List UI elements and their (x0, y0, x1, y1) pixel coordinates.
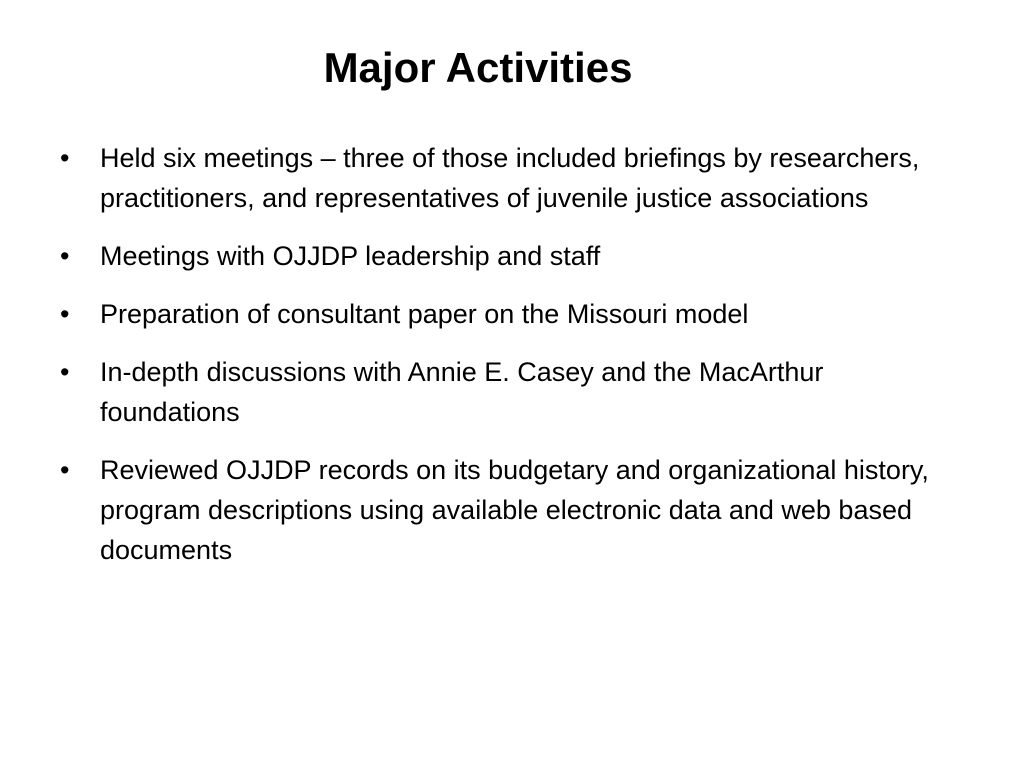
list-item-text: Meetings with OJJDP leadership and staff (100, 241, 601, 271)
list-item (56, 138, 936, 218)
list-item-text: In-depth discussions with Annie E. Casey and the MacArthur foundations (100, 357, 824, 427)
list-item-text: Reviewed OJJDP records on its budgetary and organizational history, program descriptions using available electronic data and web based documents (100, 455, 929, 565)
bullet-icon: • (60, 455, 70, 485)
bullet-icon: • (60, 357, 70, 387)
list-item (56, 236, 936, 276)
bullet-icon: • (60, 299, 70, 329)
list-item (56, 294, 936, 334)
bullet-icon: • (60, 241, 70, 271)
slide-title: Major Activities (323, 44, 633, 91)
bullet-list (56, 138, 936, 588)
list-item (56, 450, 936, 570)
list-item-text: Preparation of consultant paper on the Missouri model (100, 299, 749, 329)
bullet-icon: • (60, 143, 70, 173)
list-item (56, 352, 936, 432)
list-item-text: Held six meetings – three of those included briefings by researchers, practitioners, and representatives of juvenile justice associations (100, 143, 920, 213)
